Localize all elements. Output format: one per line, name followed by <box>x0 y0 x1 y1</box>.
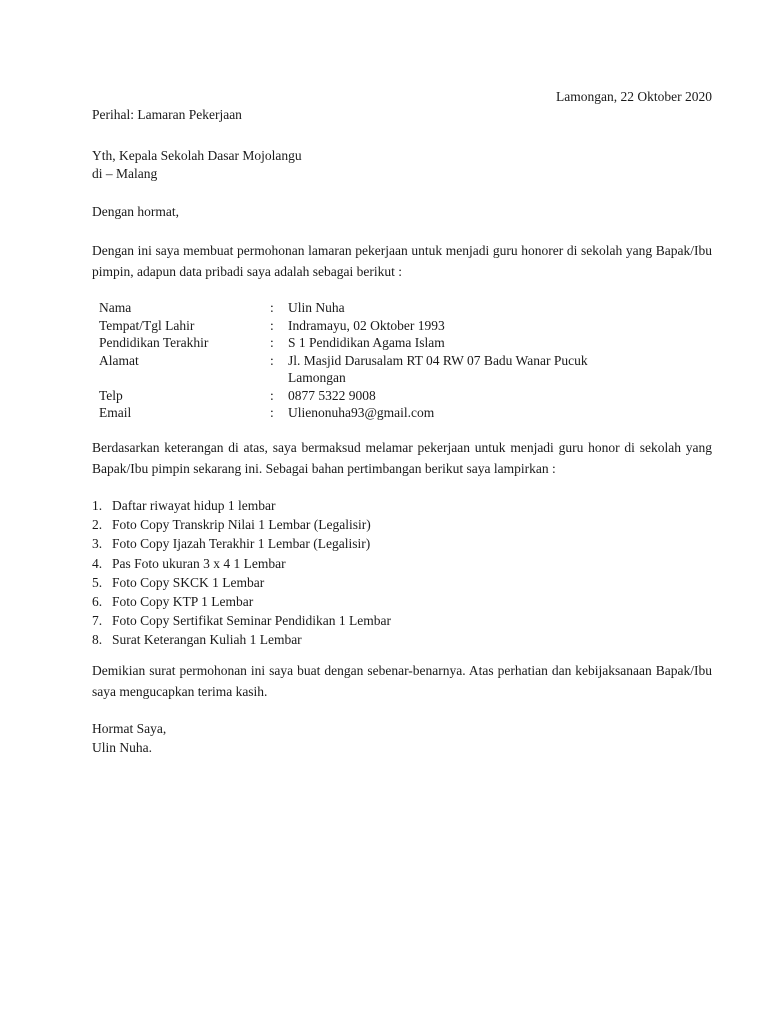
list-item <box>92 573 391 592</box>
list-item <box>92 496 391 515</box>
recipient-line-2: di – Malang <box>92 166 158 181</box>
list-number: 3. <box>92 536 103 552</box>
list-text: Foto Copy KTP 1 Lembar <box>112 594 254 610</box>
greeting: Dengan hormat, <box>92 204 179 219</box>
data-colon: : <box>270 387 274 403</box>
data-value: Ulin Nuha <box>288 300 345 315</box>
personal-data-table <box>99 299 719 422</box>
data-colon: : <box>270 352 274 368</box>
data-colon: : <box>270 335 274 350</box>
data-value: Indramayu, 02 Oktober 1993 <box>288 317 445 333</box>
recipient-line-1: Yth, Kepala Sekolah Dasar Mojolangu <box>92 148 302 163</box>
data-value: 0877 5322 9008 <box>288 387 376 403</box>
list-number: 6. <box>92 594 103 610</box>
list-text: Foto Copy Transkrip Nilai 1 Lembar (Legalisir) <box>112 517 371 533</box>
data-label: Pendidikan Terakhir <box>99 335 209 350</box>
list-text: Daftar riwayat hidup 1 lembar <box>112 498 276 513</box>
list-number: 1. <box>92 498 103 513</box>
list-text: Pas Foto ukuran 3 x 4 1 Lembar <box>112 555 286 571</box>
list-text: Foto Copy Sertifikat Seminar Pendidikan 1 Lembar <box>112 613 391 629</box>
list-text: Foto Copy Ijazah Terakhir 1 Lembar (Legalisir) <box>112 536 371 552</box>
data-label: Alamat <box>99 352 139 368</box>
address-line-1: Jl. Masjid Darusalam RT 04 RW 07 Badu Wanar Pucuk <box>288 352 588 368</box>
data-row-email <box>99 404 719 422</box>
list-item <box>92 515 391 534</box>
data-row-address <box>99 352 719 387</box>
list-text: Foto Copy SKCK 1 Lembar <box>112 574 265 590</box>
data-value <box>288 352 708 387</box>
data-colon: : <box>270 405 274 420</box>
data-label: Telp <box>99 387 123 403</box>
list-number: 7. <box>92 613 103 629</box>
list-item <box>92 630 391 649</box>
list-number: 4. <box>92 555 103 571</box>
data-row-education <box>99 334 719 352</box>
body-paragraph: Berdasarkan keterangan di atas, saya bermaksud melamar pekerjaan untuk menjadi guru honor di sekolah yang Bapak/Ibu pimpin sekarang ini. Sebagai bahan pertimbangan berikut saya lampirkan : <box>92 440 712 476</box>
list-text: Surat Keterangan Kuliah 1 Lembar <box>112 632 302 648</box>
list-item <box>92 554 391 573</box>
data-colon: : <box>270 300 274 315</box>
list-item <box>92 611 391 630</box>
list-number: 5. <box>92 574 103 590</box>
data-label: Tempat/Tgl Lahir <box>99 317 195 333</box>
list-item <box>92 592 391 611</box>
intro-paragraph: Dengan ini saya membuat permohonan lamaran pekerjaan untuk menjadi guru honorer di sekolah yang Bapak/Ibu pimpin, adapun data pribadi saya adalah sebagai berikut : <box>92 243 712 279</box>
list-item <box>92 534 391 553</box>
data-value: Ulienonuha93@gmail.com <box>288 405 435 420</box>
list-number: 8. <box>92 632 103 648</box>
data-row-phone <box>99 387 719 405</box>
closing-paragraph: Demikian surat permohonan ini saya buat dengan sebenar-benarnya. Atas perhatian dan kebijaksanaan Bapak/Ibu saya mengucapkan terima kasih. <box>92 663 712 699</box>
signoff: Hormat Saya, <box>92 721 167 736</box>
data-value: S 1 Pendidikan Agama Islam <box>288 335 445 350</box>
data-label: Email <box>99 405 132 420</box>
data-colon: : <box>270 317 274 333</box>
data-label: Nama <box>99 300 132 315</box>
data-row-name <box>99 299 719 317</box>
signature-name: Ulin Nuha. <box>92 740 152 755</box>
attachment-list <box>92 496 391 650</box>
letter-subject: Perihal: Lamaran Pekerjaan <box>92 107 242 122</box>
list-number: 2. <box>92 517 103 533</box>
letter-date: Lamongan, 22 Oktober 2020 <box>556 89 712 104</box>
data-row-birth <box>99 317 719 335</box>
address-line-2: Lamongan <box>288 370 346 385</box>
